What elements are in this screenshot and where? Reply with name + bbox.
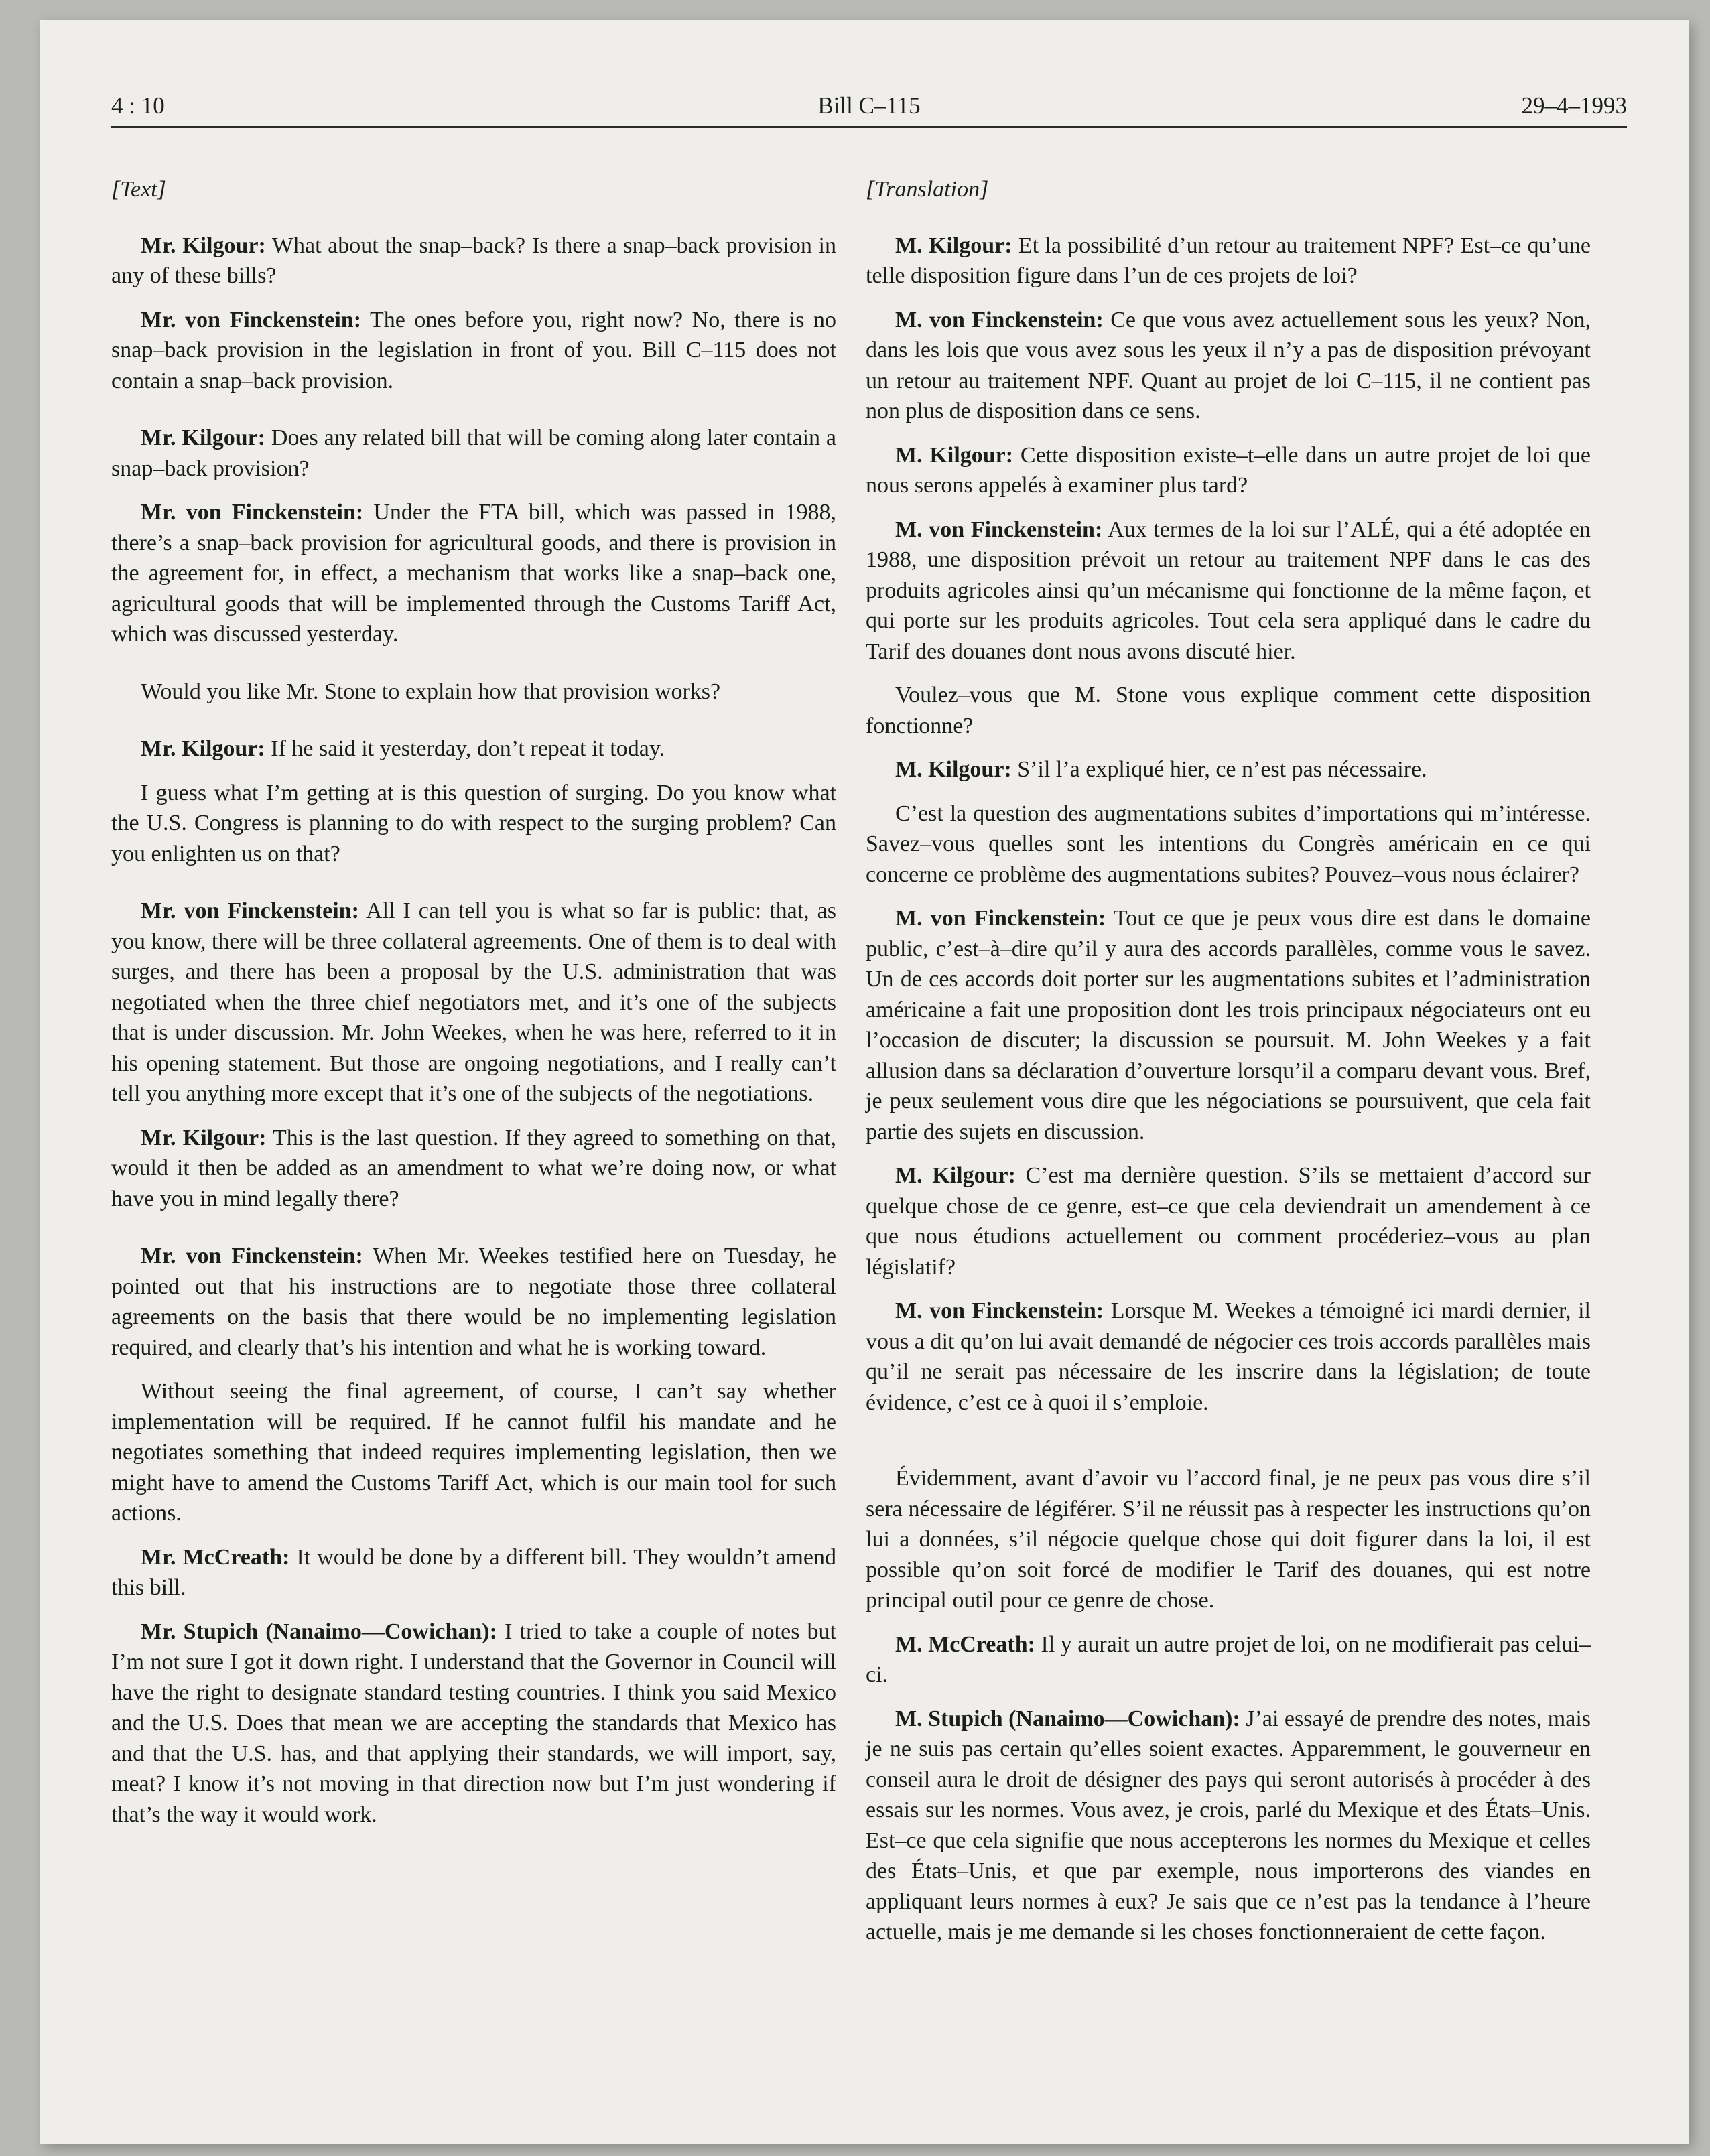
paragraph [866,305,1591,427]
paragraph [111,896,836,1109]
paragraph [866,754,1591,785]
paragraph-text: Without seeing the final agreement, of course, I can’t say whether implementation will be required. If he cannot fulfil his mandate and he negotiates something that indeed requires implementing legislation, then we might have to amend the Customs Tariff Act, which is our main tool for such actions. [111,1379,836,1526]
speaker-name: Mr. Kilgour: [141,1125,267,1150]
paragraph [866,1463,1591,1616]
speaker-name: Mr. von Finckenstein: [141,1243,363,1268]
paragraph [866,1704,1591,1948]
paragraph-text: C’est ma dernière question. S’ils se mettaient d’accord sur quelque chose de ce genre, est–ce que cela deviendrait un amendement à ce que nous étudions actuellement ou comment procéderiez–vous au plan législatif? [866,1163,1591,1280]
speaker-name: M. Kilgour: [895,1163,1016,1188]
paragraph-text: S’il l’a expliqué hier, ce n’est pas nécessaire. [1011,757,1427,782]
paragraph [866,440,1591,501]
paragraph [866,1629,1591,1690]
paragraph-text: Lorsque M. Weekes a témoigné ici mardi dernier, il vous a dit qu’on lui avait demandé de négocier ces trois accords parallèles mais qu’il ne serait pas nécessaire de les inscrire dans la législation; de toute évidence, c’est ce à quoi il s’emploie. [866,1298,1591,1415]
paragraph-text: I guess what I’m getting at is this question of surging. Do you know what the U.S. Congress is planning to do with respect to the surging problem? Can you enlighten us on that? [111,780,836,866]
speaker-name: Mr. Kilgour: [141,425,266,450]
speaker-name: Mr. von Finckenstein: [141,307,362,332]
paragraph-text: Under the FTA bill, which was passed in 1988, there’s a snap–back provision for agricultural goods, and there is provision in the agreement for, in effect, a mechanism that works like a snap–back one, agricultural goods that will be implemented through the Customs Tariff Act, which was discussed yesterday. [111,500,836,647]
speaker-name: Mr. McCreath: [141,1544,290,1570]
paragraph-text: C’est la question des augmentations subites d’importations qui m’intéresse. Savez–vous quelles sont les intentions du Congrès américain en ce qui concerne ce problème des augmentations subites? Pouvez–vous nous éclairer? [866,801,1591,887]
paragraph-text: What about the snap–back? Is there a snap–back provision in any of these bills? [111,232,836,288]
paragraph-text: When Mr. Weekes testified here on Tuesday, he pointed out that his instructions are to negotiate those three collateral agreements on the basis that there would be no implementing legislation required, and clearly that’s his intention and what he is working toward. [111,1243,836,1360]
paragraph [111,230,836,291]
french-column [866,174,1591,1961]
paragraph-text: If he said it yesterday, don’t repeat it today. [265,736,665,761]
paragraph [111,423,836,484]
paragraph-text: Cette disposition existe–t–elle dans un autre projet de loi que nous serons appelés à examiner plus tard? [866,442,1591,498]
speaker-name: Mr. von Finckenstein: [141,500,364,525]
paragraph [866,903,1591,1147]
column-label: [Translation] [866,177,989,202]
paragraph-text: The ones before you, right now? No, there is no snap–back provision in the legislation in front of you. Bill C–115 does not contain a snap–back provision. [111,307,836,393]
speaker-name: Mr. Kilgour: [141,736,265,761]
paragraph-text: Aux termes de la loi sur l’ALÉ, qui a été adoptée en 1988, une disposition prévoit un retour au traitement NPF dans le cas des produits agricoles ainsi qu’un mécanisme qui fonctionne de la même façon, et qui porte sur les produits agricoles. Tout cela sera appliqué dans le cadre du Tarif des douanes dont nous avons discuté hier. [866,517,1591,664]
speaker-name: Mr. Stupich (Nanaimo—Cowichan): [141,1619,497,1644]
paragraph [111,1376,836,1529]
paragraph [866,230,1591,291]
speaker-name: M. Kilgour: [895,442,1014,468]
page-reference: 4 : 10 [111,92,165,119]
speaker-name: M. Kilgour: [895,757,1012,782]
paragraph-text: Does any related bill that will be coming along later contain a snap–back provision? [111,425,836,481]
paragraph-text: Would you like Mr. Stone to explain how that provision works? [141,679,721,704]
paragraph-text: This is the last question. If they agreed to something on that, would it then be added as an amendment to what we’re doing now, or what have you in mind legally there? [111,1125,837,1211]
page-date: 29–4–1993 [1521,92,1627,119]
speaker-name: M. McCreath: [895,1631,1035,1657]
paragraph [111,305,836,397]
paragraph [111,778,836,870]
paragraph [111,497,836,650]
paragraph-text: All I can tell you is what so far is public: that, as you know, there will be three collateral agreements. One of them is to deal with surges, and there has been a proposal by the U.S. administration that was negotiated when the three chief negotiators met, and it’s one of the subjects that is under discussion. Mr. John Weekes, when he was here, referred to it in his opening statement. But those are ongoing negotiations, and I really can’t tell you anything more except that it’s one of the subjects of the negotiations. [111,898,836,1106]
paragraph-text: I tried to take a couple of notes but I’m not sure I got it down right. I understand that the Governor in Council will have the right to designate standard testing countries. I think you said Mexico and the U.S. Does that mean we are accepting the standards that Mexico has and that the U.S. has, and that applying their standards, we will import, say, meat? I know it’s not moving in that direction now but I’m just wondering if that’s the way it would work. [111,1619,837,1827]
paragraph-text: Ce que vous avez actuellement sous les yeux? Non, dans les lois que vous avez sous les yeux il n’y a pas de disposition prévoyant un retour au traitement NPF. Quant au projet de loi C–115, il ne contient pas non plus de disposition dans ce sens. [866,307,1591,423]
speaker-name: M. von Finckenstein: [895,1298,1104,1323]
paragraph-text: Évidemment, avant d’avoir vu l’accord final, je ne peux pas vous dire s’il sera nécessaire de légiférer. S’il ne réussit pas à respecter les instructions qu’on lui a données, s’il négocie quelque chose qui doit figurer dans la loi, il est possible qu’on soit forcé de modifier le Tarif des douanes, qui est notre principal outil pour ce genre de chose. [866,1466,1591,1613]
paragraph [111,1617,836,1830]
column-label: [Text] [111,177,166,202]
speaker-name: M. von Finckenstein: [895,906,1106,931]
english-column [111,174,836,1843]
speaker-name: M. Kilgour: [895,232,1012,258]
speaker-name: M. von Finckenstein: [895,517,1103,542]
bill-title: Bill C–115 [817,92,921,119]
paragraph [111,1241,836,1363]
speaker-name: M. von Finckenstein: [895,307,1104,332]
speaker-name: M. Stupich (Nanaimo—Cowichan): [895,1706,1240,1731]
paragraph-text: Et la possibilité d’un retour au traitement NPF? Est–ce qu’une telle disposition figure dans l’un de ces projets de loi? [866,232,1591,288]
paragraph [866,1160,1591,1282]
paragraph [111,734,836,764]
paragraph-text: Voulez–vous que M. Stone vous explique comment cette disposition fonctionne? [866,683,1591,738]
paragraph-text: Tout ce que je peux vous dire est dans le domaine public, c’est–à–dire qu’il y aura des accords parallèles, comme vous le savez. Un de ces accords doit porter sur les augmentations subites et l’administration américaine a fait une proposition dont les trois principaux négociateurs ont eu l’occasion de discuter; la discussion se poursuit. M. John Weekes y a fait allusion dans sa déclaration d’ouverture lorsqu’il a comparu devant vous. Bref, je peux seulement vous dire que les négociations se poursuivent, que cela fait partie des sujets en discussion. [866,906,1591,1144]
speaker-name: Mr. von Finckenstein: [141,898,359,923]
paragraph-text: J’ai essayé de prendre des notes, mais je ne suis pas certain qu’elles soient exactes. Apparemment, le gouverneur en conseil aura le droit de désigner des pays qui seront autorisés à procéder à des essais sur les normes. Vous avez, je crois, parlé du Mexique et des États–Unis. Est–ce que cela signifie que nous accepterons les normes du Mexique et celles des États–Unis, et que par exemple, nous importerons des viandes en appliquant leurs normes à eux? Je sais que ce n’est pas la tendance à l’heure actuelle, mais je me demande si les choses fonctionneraient de cette façon. [866,1706,1591,1944]
page-header [111,71,1627,128]
paragraph [866,515,1591,667]
paragraph [111,677,836,708]
paragraph [111,1123,836,1215]
paragraph-text: Il y aurait un autre projet de loi, on ne modifierait pas celui–ci. [866,1631,1591,1687]
paragraph [866,680,1591,741]
paragraph [866,799,1591,890]
paragraph [111,1542,836,1603]
paragraph-text: It would be done by a different bill. They wouldn’t amend this bill. [111,1544,836,1600]
paragraph [866,1296,1591,1418]
speaker-name: Mr. Kilgour: [141,232,266,258]
